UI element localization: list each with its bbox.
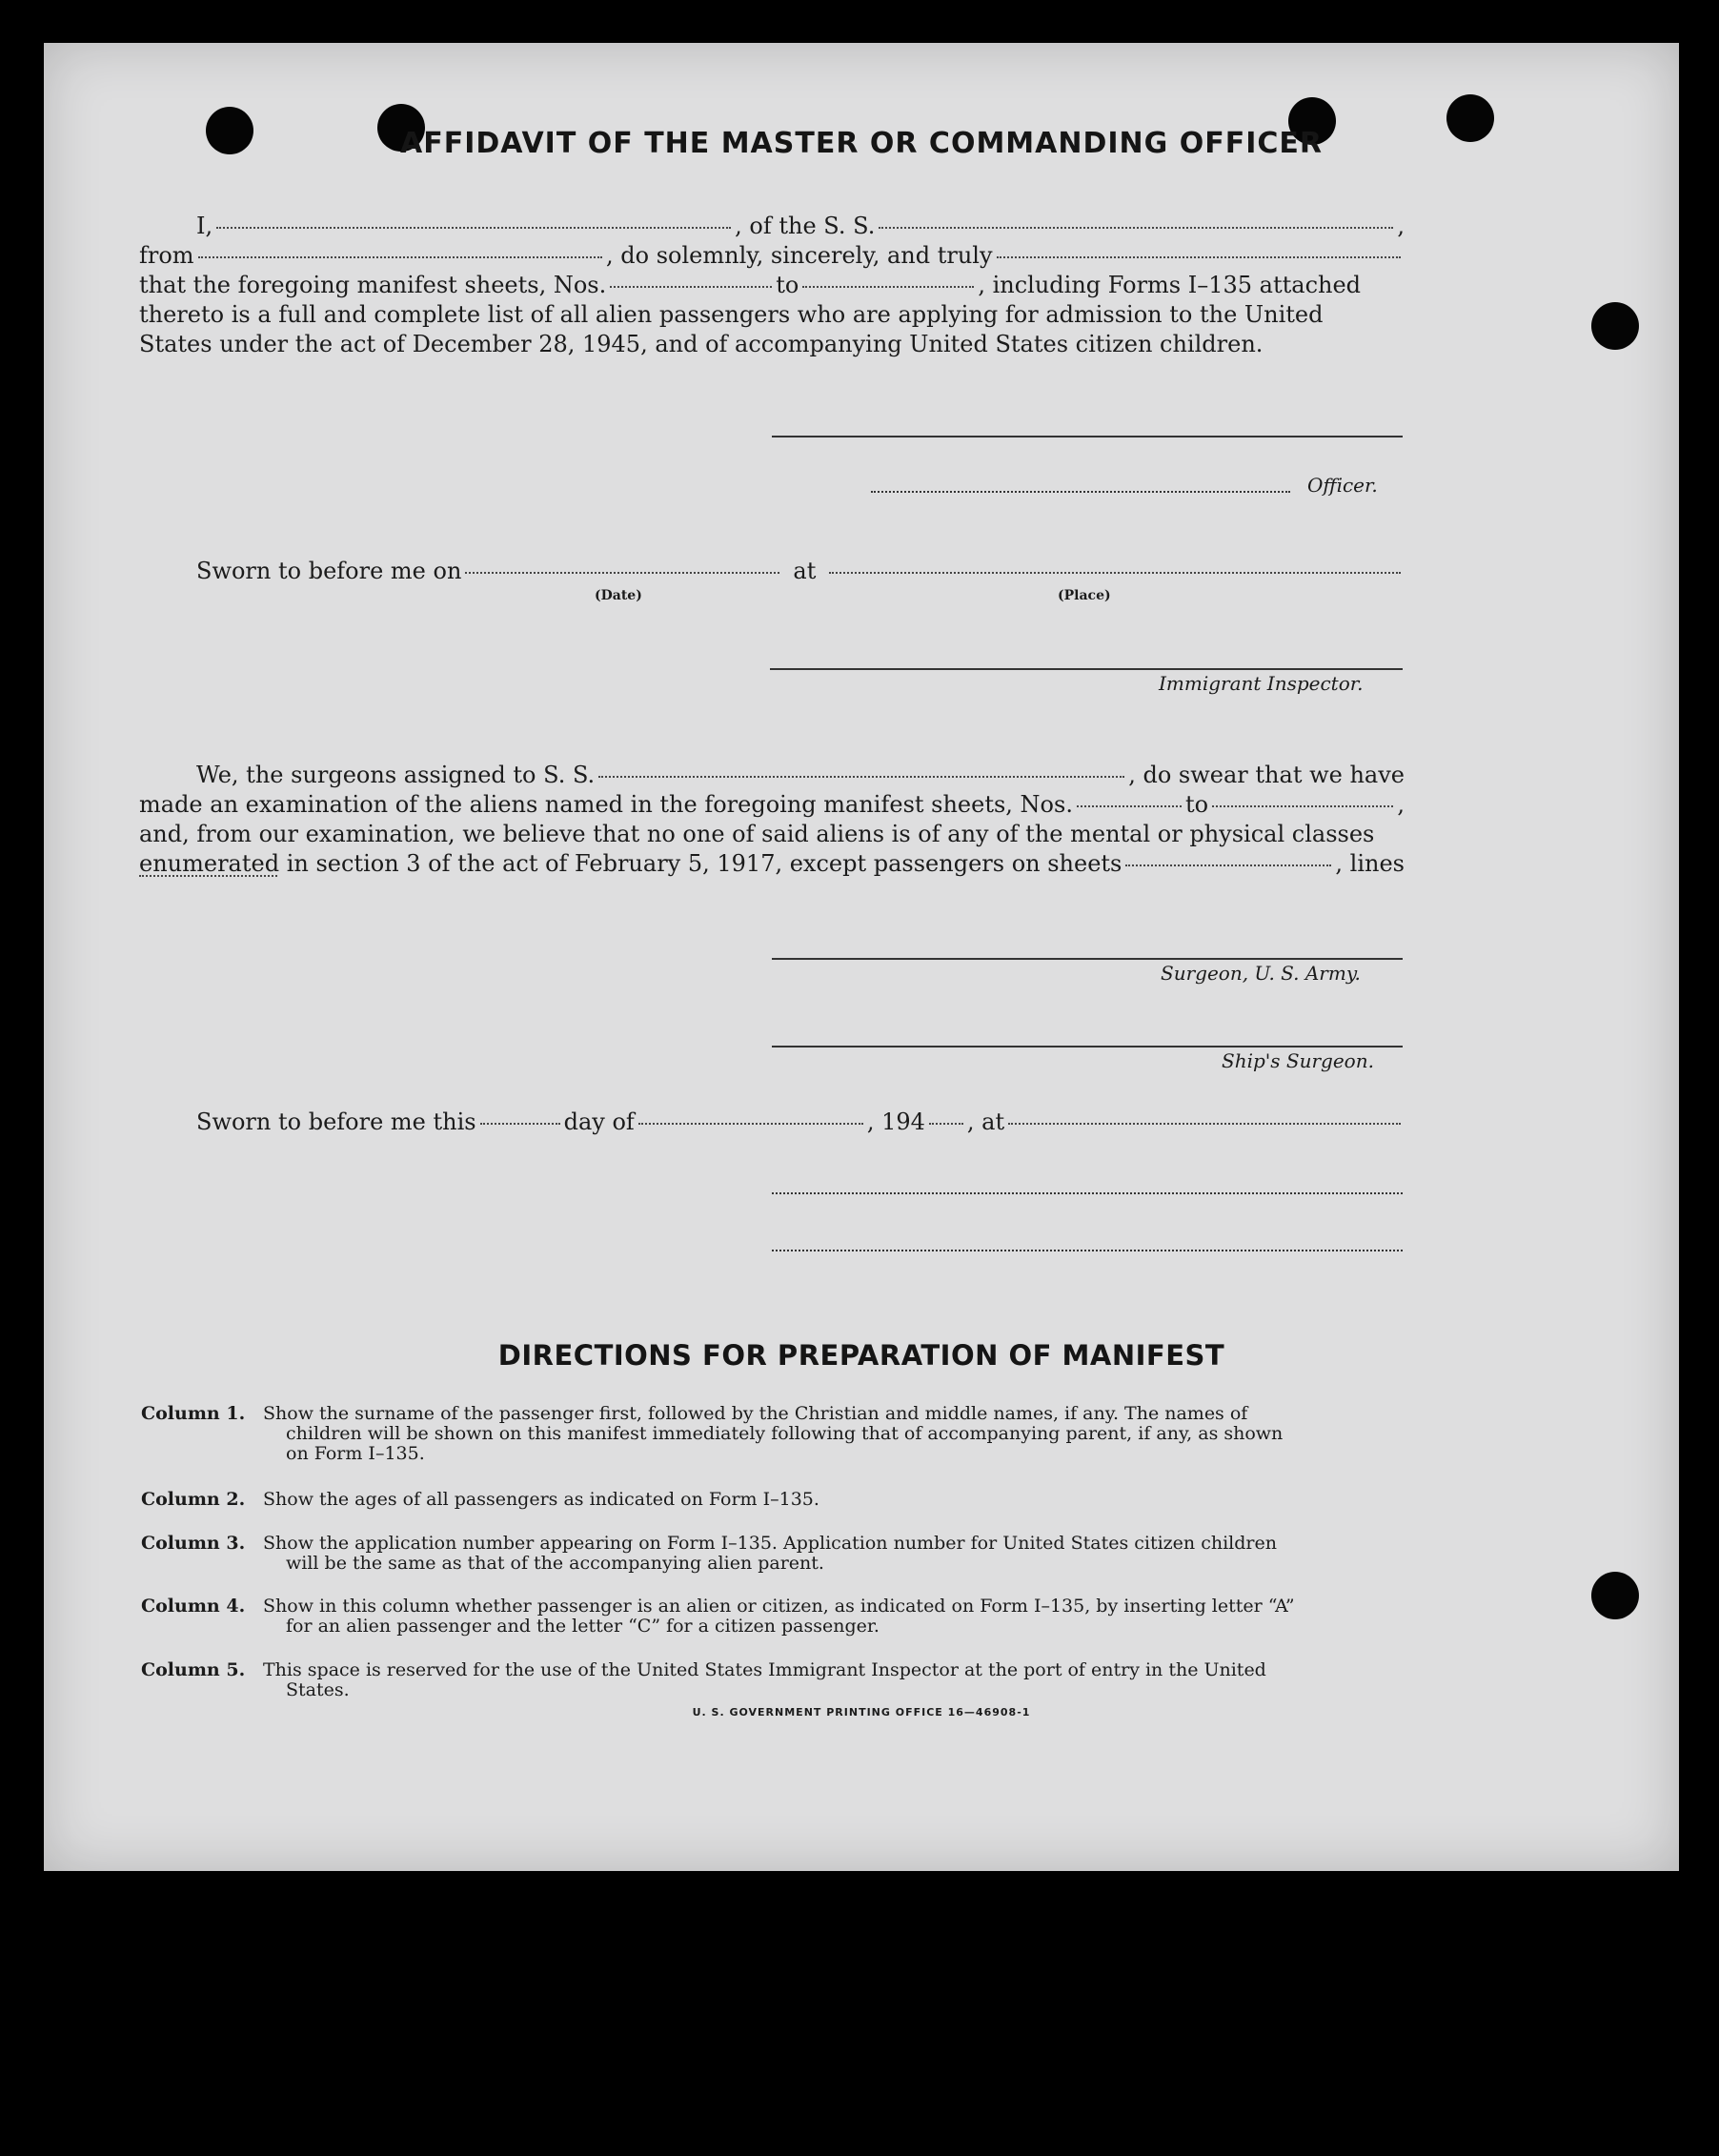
text: , lines xyxy=(1335,850,1405,877)
text: , 194 xyxy=(866,1109,925,1135)
text: day of xyxy=(563,1109,635,1135)
text: Sworn to before me this xyxy=(196,1109,476,1135)
text: I, xyxy=(196,213,213,239)
affidavit-line-1 xyxy=(139,213,1405,242)
direction-text xyxy=(263,1490,1405,1510)
place-blank[interactable] xyxy=(829,572,1401,574)
direction-label: Column 5. xyxy=(141,1659,246,1680)
inspector-signature-line[interactable] xyxy=(770,668,1403,670)
direction-column-2 xyxy=(141,1490,1405,1510)
date-blank[interactable] xyxy=(465,572,779,574)
year-blank[interactable] xyxy=(929,1123,963,1125)
month-blank[interactable] xyxy=(638,1123,863,1125)
army-surgeon-signature-line[interactable] xyxy=(772,958,1403,960)
master-name-blank[interactable] xyxy=(216,227,731,229)
direction-column-1 xyxy=(141,1404,1405,1464)
sworn-line xyxy=(139,1109,1405,1138)
official-signature-line[interactable] xyxy=(772,1192,1403,1194)
text: for an alien passenger and the letter “C” for a citizen passenger. xyxy=(286,1616,880,1637)
directions-title: DIRECTIONS FOR PREPARATION OF MANIFEST xyxy=(497,1339,1225,1372)
direction-label: Column 4. xyxy=(141,1596,246,1617)
text: This space is reserved for the use of the United States Immigrant Inspector at the port of entry in the United xyxy=(263,1659,1266,1680)
affidavit-line-2 xyxy=(139,242,1405,272)
surgeons-line-3 xyxy=(139,821,1405,850)
text: and, from our examination, we believe that no one of said aliens is of any of the mental or physical classes xyxy=(139,821,1375,847)
punch-hole xyxy=(1591,302,1639,350)
surgeons-line-2 xyxy=(139,791,1405,821)
printing-office-footer: U. S. GOVERNMENT PRINTING OFFICE 16—46908-1 xyxy=(692,1706,1031,1719)
text: , xyxy=(1397,213,1405,239)
ships-surgeon-label: Ship's Surgeon. xyxy=(1222,1049,1374,1072)
master-signature-line[interactable] xyxy=(772,436,1403,437)
day-blank[interactable] xyxy=(480,1123,560,1125)
surgeons-line-5 xyxy=(139,880,1405,909)
text: We, the surgeons assigned to S. S. xyxy=(196,762,596,788)
text: Show the surname of the passenger first, followed by the Christian and middle names, if any. The names of xyxy=(263,1403,1248,1424)
text: , xyxy=(1397,791,1405,818)
text: , including Forms I–135 attached xyxy=(978,272,1362,298)
text: Show the ages of all passengers as indicated on Form I–135. xyxy=(263,1489,819,1510)
punch-hole xyxy=(1591,1572,1639,1619)
text: to xyxy=(1184,791,1209,818)
text: from xyxy=(139,242,194,269)
text: States under the act of December 28, 1945, and of accompanying United States citizen children. xyxy=(139,331,1264,357)
text: children will be shown on this manifest immediately following that of accompanying parent, if any, as shown xyxy=(286,1423,1284,1444)
surgeon-army-label: Surgeon, U. S. Army. xyxy=(1161,962,1361,985)
form-page xyxy=(44,43,1679,1871)
direction-column-4 xyxy=(141,1597,1405,1637)
place-caption: (Place) xyxy=(1058,588,1111,603)
text: States. xyxy=(286,1679,350,1700)
text: will be the same as that of the accompanying alien parent. xyxy=(286,1553,824,1574)
direction-text xyxy=(263,1534,1405,1574)
surgeons-line-4 xyxy=(139,850,1405,880)
text: , of the S. S. xyxy=(735,213,876,239)
text: , do solemnly, sincerely, and truly xyxy=(606,242,993,269)
text: at xyxy=(793,558,817,584)
text: Show the application number appearing on Form I–135. Application number for United States citizen children xyxy=(263,1533,1277,1554)
exam-sheet-to-blank[interactable] xyxy=(1212,805,1393,807)
oath-blank[interactable] xyxy=(997,256,1401,258)
text: thereto is a full and complete list of all alien passengers who are applying for admission to the United xyxy=(139,301,1324,328)
officer-label: Officer. xyxy=(1307,474,1378,497)
officer-signature-line[interactable] xyxy=(871,491,1290,493)
text: enumerated in section 3 of the act of February 5, 1917, except passengers on sheets xyxy=(139,850,1122,877)
affidavit-paragraph xyxy=(139,213,1405,360)
date-caption: (Date) xyxy=(595,588,642,603)
surgeons-line-1 xyxy=(139,762,1405,791)
affidavit-line-4 xyxy=(139,301,1405,331)
direction-column-5 xyxy=(141,1660,1405,1700)
text: , do swear that we have xyxy=(1128,762,1405,788)
ship-name-blank[interactable] xyxy=(879,227,1393,229)
sworn-place-blank[interactable] xyxy=(1008,1123,1401,1125)
sheet-from-blank[interactable] xyxy=(610,286,772,288)
text: Sworn to before me on xyxy=(196,558,462,584)
lines-blank[interactable] xyxy=(139,875,277,877)
except-sheets-blank[interactable] xyxy=(1125,864,1331,866)
direction-label: Column 3. xyxy=(141,1533,246,1554)
sheet-to-blank[interactable] xyxy=(802,286,974,288)
direction-text xyxy=(263,1660,1405,1700)
text: , at xyxy=(966,1109,1005,1135)
ships-surgeon-signature-line[interactable] xyxy=(772,1046,1403,1047)
text: to xyxy=(776,272,799,298)
surgeons-paragraph xyxy=(139,762,1405,909)
exam-sheet-from-blank[interactable] xyxy=(1077,805,1182,807)
affidavit-title: AFFIDAVIT OF THE MASTER OR COMMANDING OFFICER xyxy=(400,127,1323,160)
affidavit-line-5 xyxy=(139,331,1405,360)
text: Show in this column whether passenger is an alien or citizen, as indicated on Form I–135, by inserting letter “A” xyxy=(263,1596,1295,1617)
sworn-line xyxy=(139,558,1405,587)
sworn-line-1 xyxy=(139,558,1405,587)
surgeon-ship-blank[interactable] xyxy=(598,776,1124,778)
sworn-line-2 xyxy=(139,1109,1405,1138)
direction-text xyxy=(263,1404,1405,1464)
text: made an examination of the aliens named in the foregoing manifest sheets, Nos. xyxy=(139,791,1073,818)
text: on Form I–135. xyxy=(286,1443,425,1464)
affidavit-line-3 xyxy=(139,272,1405,301)
direction-column-3 xyxy=(141,1534,1405,1574)
immigrant-inspector-label: Immigrant Inspector. xyxy=(1159,672,1364,695)
official-title-line[interactable] xyxy=(772,1250,1403,1251)
direction-text xyxy=(263,1597,1405,1637)
direction-label: Column 1. xyxy=(141,1403,246,1424)
direction-label: Column 2. xyxy=(141,1489,246,1510)
text: that the foregoing manifest sheets, Nos. xyxy=(139,272,607,298)
departure-port-blank[interactable] xyxy=(198,256,602,258)
